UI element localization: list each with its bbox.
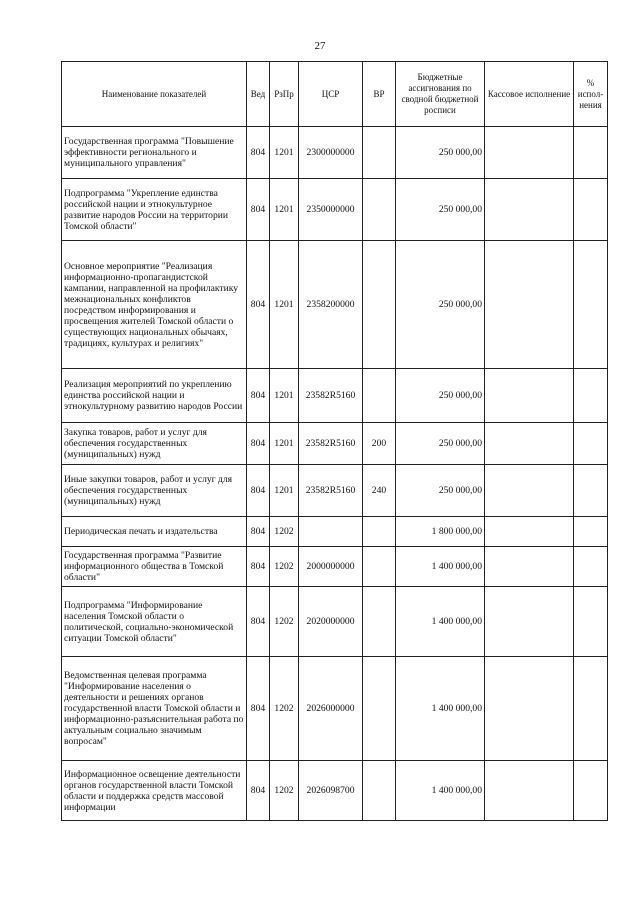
row-name: Реализация мероприятий по укреплению единства российской нации и этнокультурному развитию народов России: [62, 369, 247, 423]
row-amount: 250 000,00: [396, 369, 485, 423]
row-name: Ведомственная целевая программа "Информирование населения о деятельности и решениях органов государственной власти Томской области и информационно-разъяснительная работа по актуальным социально значимым вопросам": [62, 657, 247, 761]
header-cash: Кассовое исполнение: [485, 62, 574, 127]
row-rzpr: 1202: [270, 657, 299, 761]
row-ved: 804: [247, 517, 270, 547]
row-vr: [363, 241, 396, 369]
header-name: Наименование показателей: [62, 62, 247, 127]
row-amount: 250 000,00: [396, 465, 485, 517]
row-vr: 200: [363, 423, 396, 465]
row-cash: [485, 179, 574, 241]
table-header-row: [62, 62, 608, 127]
row-csr: 2026098700: [299, 761, 363, 821]
row-name: Иные закупки товаров, работ и услуг для обеспечения государственных (муниципальных) нужд: [62, 465, 247, 517]
row-ved: 804: [247, 465, 270, 517]
row-vr: [363, 369, 396, 423]
row-cash: [485, 241, 574, 369]
row-amount: 250 000,00: [396, 241, 485, 369]
row-csr: 2350000000: [299, 179, 363, 241]
row-amount: 1 400 000,00: [396, 761, 485, 821]
row-name: Государственная программа "Развитие информационного общества в Томской области": [62, 547, 247, 587]
row-cash: [485, 547, 574, 587]
row-vr: 240: [363, 465, 396, 517]
row-rzpr: 1202: [270, 587, 299, 657]
row-pct: [574, 547, 608, 587]
row-csr: 23582R5160: [299, 465, 363, 517]
row-cash: [485, 369, 574, 423]
row-pct: [574, 127, 608, 179]
row-rzpr: 1201: [270, 465, 299, 517]
row-csr: 2358200000: [299, 241, 363, 369]
row-name: Информационное освещение деятельности органов государственной власти Томской области и поддержка средств массовой информации: [62, 761, 247, 821]
header-vr: ВР: [363, 62, 396, 127]
row-ved: 804: [247, 369, 270, 423]
header-budget: Бюджетные ассигнования по сводной бюджетной росписи: [396, 62, 485, 127]
row-pct: [574, 369, 608, 423]
row-rzpr: 1201: [270, 127, 299, 179]
row-cash: [485, 517, 574, 547]
row-cash: [485, 127, 574, 179]
budget-table: [61, 61, 608, 821]
table-row: [62, 517, 608, 547]
row-vr: [363, 587, 396, 657]
row-pct: [574, 465, 608, 517]
row-cash: [485, 761, 574, 821]
row-ved: 804: [247, 423, 270, 465]
row-rzpr: 1202: [270, 761, 299, 821]
row-cash: [485, 465, 574, 517]
table-row: [62, 465, 608, 517]
row-cash: [485, 423, 574, 465]
row-csr: [299, 517, 363, 547]
row-name: Периодическая печать и издательства: [62, 517, 247, 547]
row-rzpr: 1201: [270, 241, 299, 369]
row-amount: 250 000,00: [396, 127, 485, 179]
row-pct: [574, 657, 608, 761]
row-csr: 2020000000: [299, 587, 363, 657]
header-csr: ЦСР: [299, 62, 363, 127]
table-row: [62, 423, 608, 465]
row-pct: [574, 587, 608, 657]
table-row: [62, 547, 608, 587]
row-csr: 2300000000: [299, 127, 363, 179]
row-rzpr: 1201: [270, 369, 299, 423]
row-rzpr: 1202: [270, 547, 299, 587]
row-csr: 23582R5160: [299, 423, 363, 465]
row-csr: 2026000000: [299, 657, 363, 761]
row-vr: [363, 179, 396, 241]
row-cash: [485, 657, 574, 761]
row-ved: 804: [247, 547, 270, 587]
row-pct: [574, 517, 608, 547]
row-vr: [363, 657, 396, 761]
row-pct: [574, 241, 608, 369]
row-amount: 250 000,00: [396, 179, 485, 241]
row-ved: 804: [247, 241, 270, 369]
row-vr: [363, 127, 396, 179]
table-row: [62, 761, 608, 821]
row-vr: [363, 761, 396, 821]
row-ved: 804: [247, 587, 270, 657]
header-pct: % испол-нения: [574, 62, 608, 127]
row-amount: 1 400 000,00: [396, 547, 485, 587]
row-amount: 1 400 000,00: [396, 657, 485, 761]
row-amount: 1 400 000,00: [396, 587, 485, 657]
row-name: Подпрограмма "Информирование населения Томской области о политической, социально-экономической ситуации Томской области": [62, 587, 247, 657]
page-number: 27: [314, 40, 326, 52]
row-rzpr: 1201: [270, 179, 299, 241]
table-row: [62, 241, 608, 369]
row-amount: 250 000,00: [396, 423, 485, 465]
row-amount: 1 800 000,00: [396, 517, 485, 547]
header-ved: Вед: [247, 62, 270, 127]
row-rzpr: 1202: [270, 517, 299, 547]
table-row: [62, 127, 608, 179]
row-cash: [485, 587, 574, 657]
row-ved: 804: [247, 127, 270, 179]
table-row: [62, 369, 608, 423]
row-csr: 23582R5160: [299, 369, 363, 423]
row-vr: [363, 547, 396, 587]
table-row: [62, 587, 608, 657]
row-ved: 804: [247, 179, 270, 241]
row-name: Закупка товаров, работ и услуг для обеспечения государственных (муниципальных) нужд: [62, 423, 247, 465]
row-vr: [363, 517, 396, 547]
row-ved: 804: [247, 657, 270, 761]
row-pct: [574, 423, 608, 465]
header-rzpr: РзПр: [270, 62, 299, 127]
table-row: [62, 179, 608, 241]
row-name: Основное мероприятие "Реализация информационно-пропагандистской кампании, направленной на профилактику межнациональных конфликтов посредством информирования и просвещения жителей Томской области о существующих национальных обычаях, традициях, культурах и религиях": [62, 241, 247, 369]
row-name: Государственная программа "Повышение эффективности регионального и муниципального управления": [62, 127, 247, 179]
row-pct: [574, 761, 608, 821]
table-row: [62, 657, 608, 761]
row-pct: [574, 179, 608, 241]
row-csr: 2000000000: [299, 547, 363, 587]
row-name: Подпрограмма "Укрепление единства российской нации и этнокультурное развитие народов России на территории Томской области": [62, 179, 247, 241]
row-ved: 804: [247, 761, 270, 821]
row-rzpr: 1201: [270, 423, 299, 465]
